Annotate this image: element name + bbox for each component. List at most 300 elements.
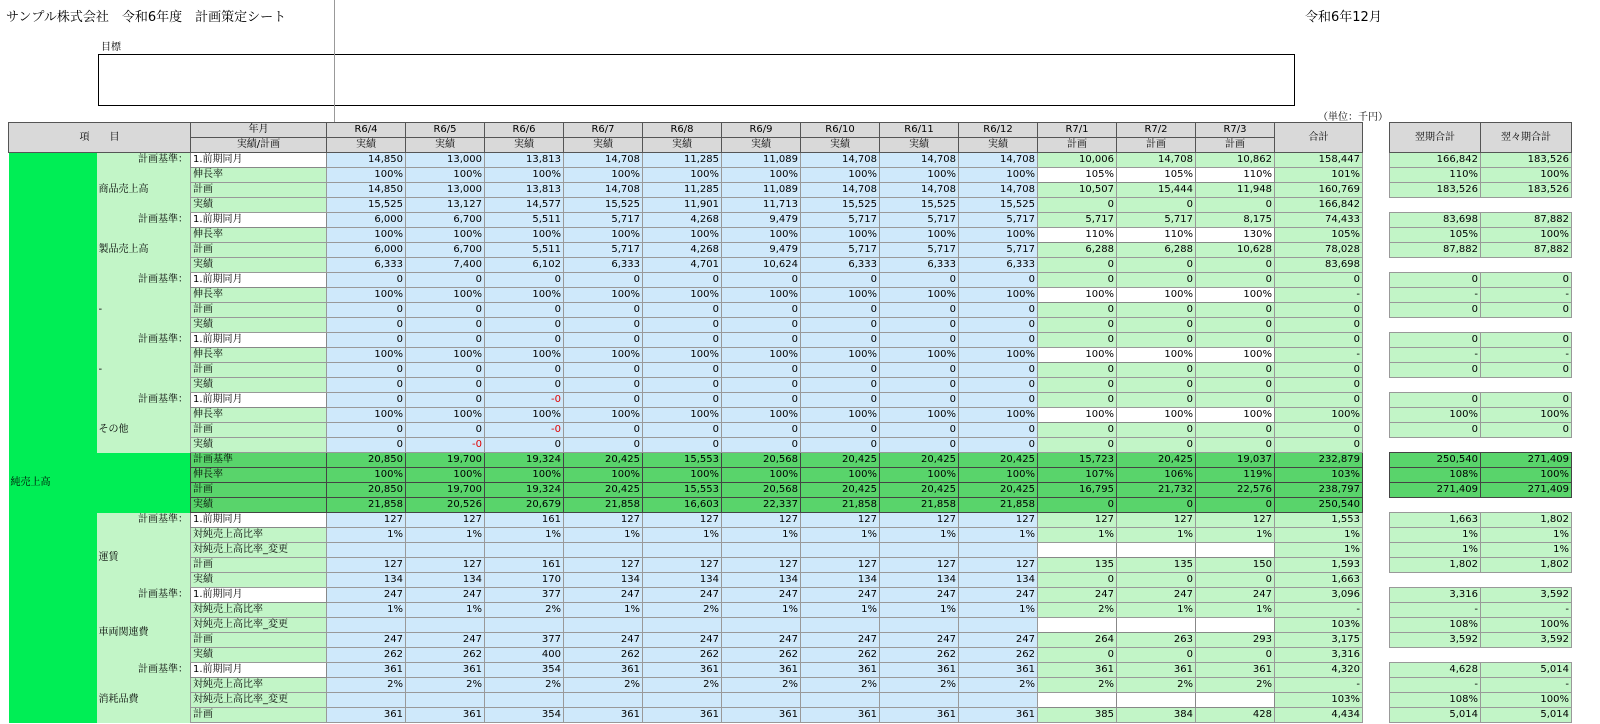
value-cell[interactable]: 0 — [564, 438, 643, 453]
value-cell[interactable]: 1,663 — [1275, 573, 1363, 588]
value-cell[interactable] — [485, 543, 564, 558]
value-cell[interactable]: 100% — [880, 408, 959, 423]
value-cell[interactable]: 127 — [1117, 513, 1196, 528]
value-cell[interactable] — [1038, 543, 1117, 558]
value-cell[interactable]: 262 — [722, 648, 801, 663]
value-cell[interactable]: 100% — [801, 228, 880, 243]
value-cell[interactable]: 0 — [1275, 333, 1363, 348]
value-cell[interactable]: 100% — [1038, 348, 1117, 363]
value-cell[interactable]: 2% — [801, 678, 880, 693]
value-cell[interactable]: 100% — [327, 468, 406, 483]
value-cell[interactable]: 100% — [1038, 288, 1117, 303]
value-cell[interactable]: 135 — [1117, 558, 1196, 573]
value-cell[interactable]: 100% — [880, 168, 959, 183]
value-cell[interactable]: 0 — [880, 273, 959, 288]
value-cell[interactable]: 107% — [1038, 468, 1117, 483]
value-cell[interactable]: 0 — [327, 393, 406, 408]
value-cell[interactable]: 6,000 — [327, 213, 406, 228]
value-cell[interactable]: 10,624 — [722, 258, 801, 273]
value-cell[interactable]: 100% — [643, 348, 722, 363]
value-cell[interactable]: 127 — [959, 513, 1038, 528]
value-cell[interactable]: 100% — [959, 168, 1038, 183]
value-cell[interactable]: 134 — [801, 573, 880, 588]
value-cell[interactable]: 100% — [1481, 228, 1572, 243]
value-cell[interactable]: 105% — [1390, 228, 1481, 243]
value-cell[interactable]: 15,525 — [801, 198, 880, 213]
value-cell[interactable]: 100% — [643, 228, 722, 243]
value-cell[interactable]: 247 — [564, 588, 643, 603]
value-cell[interactable]: 127 — [959, 558, 1038, 573]
value-cell[interactable]: 14,708 — [801, 183, 880, 198]
value-cell[interactable]: 20,850 — [327, 483, 406, 498]
value-cell[interactable]: 0 — [1275, 378, 1363, 393]
value-cell[interactable]: 0 — [1038, 258, 1117, 273]
value-cell[interactable]: 0 — [959, 393, 1038, 408]
value-cell[interactable]: 377 — [485, 633, 564, 648]
value-cell[interactable]: 100% — [880, 228, 959, 243]
value-cell[interactable]: 6,000 — [327, 243, 406, 258]
value-cell[interactable]: 100% — [564, 408, 643, 423]
value-cell[interactable]: 100% — [485, 168, 564, 183]
value-cell[interactable]: 0 — [564, 273, 643, 288]
value-cell[interactable]: 0 — [1390, 423, 1481, 438]
value-cell[interactable]: 100% — [1196, 348, 1275, 363]
value-cell[interactable]: 20,850 — [327, 453, 406, 468]
value-cell[interactable]: 1% — [564, 528, 643, 543]
value-cell[interactable]: 0 — [406, 333, 485, 348]
value-cell[interactable]: 354 — [485, 663, 564, 678]
value-cell[interactable]: 130% — [1196, 228, 1275, 243]
value-cell[interactable]: 0 — [327, 333, 406, 348]
value-cell[interactable]: 2% — [1038, 603, 1117, 618]
value-cell[interactable]: 20,425 — [801, 453, 880, 468]
value-cell[interactable]: 170 — [485, 573, 564, 588]
value-cell[interactable] — [1481, 318, 1572, 333]
value-cell[interactable]: 0 — [1117, 648, 1196, 663]
value-cell[interactable]: 0 — [801, 318, 880, 333]
value-cell[interactable]: 15,525 — [327, 198, 406, 213]
value-cell[interactable]: 100% — [959, 288, 1038, 303]
value-cell[interactable]: 100% — [801, 468, 880, 483]
value-cell[interactable]: 0 — [1038, 363, 1117, 378]
value-cell[interactable]: 20,425 — [880, 453, 959, 468]
value-cell[interactable]: 293 — [1196, 633, 1275, 648]
value-cell[interactable]: 0 — [801, 333, 880, 348]
value-cell[interactable]: 5,717 — [801, 243, 880, 258]
value-cell[interactable]: 232,879 — [1275, 453, 1363, 468]
value-cell[interactable] — [1390, 258, 1481, 273]
value-cell[interactable]: 100% — [327, 348, 406, 363]
value-cell[interactable]: 2% — [327, 678, 406, 693]
header-month-cell[interactable]: R7/3 — [1196, 123, 1275, 138]
header-month-cell[interactable]: R6/10 — [801, 123, 880, 138]
value-cell[interactable]: 100% — [406, 408, 485, 423]
value-cell[interactable]: 1% — [722, 528, 801, 543]
value-cell[interactable]: 100% — [643, 408, 722, 423]
value-cell[interactable]: 1% — [1481, 543, 1572, 558]
value-cell[interactable]: 166,842 — [1390, 153, 1481, 168]
value-cell[interactable]: - — [1390, 678, 1481, 693]
value-cell[interactable]: 8,175 — [1196, 213, 1275, 228]
value-cell[interactable]: 100% — [406, 168, 485, 183]
value-cell[interactable]: 361 — [1038, 663, 1117, 678]
value-cell[interactable] — [327, 618, 406, 633]
value-cell[interactable]: 3,592 — [1481, 588, 1572, 603]
value-cell[interactable]: 100% — [1117, 408, 1196, 423]
value-cell[interactable] — [1038, 618, 1117, 633]
value-cell[interactable] — [1196, 543, 1275, 558]
value-cell[interactable]: 0 — [1481, 333, 1572, 348]
value-cell[interactable]: 4,434 — [1275, 708, 1363, 723]
value-cell[interactable]: 127 — [406, 513, 485, 528]
value-cell[interactable]: 11,089 — [722, 153, 801, 168]
value-cell[interactable]: 21,858 — [959, 498, 1038, 513]
value-cell[interactable]: 385 — [1038, 708, 1117, 723]
value-cell[interactable]: 9,479 — [722, 213, 801, 228]
value-cell[interactable]: 428 — [1196, 708, 1275, 723]
value-cell[interactable]: 247 — [327, 588, 406, 603]
value-cell[interactable]: 22,337 — [722, 498, 801, 513]
value-cell[interactable]: 0 — [1196, 333, 1275, 348]
value-cell[interactable]: 87,882 — [1481, 243, 1572, 258]
value-cell[interactable]: 361 — [643, 708, 722, 723]
value-cell[interactable]: 247 — [801, 633, 880, 648]
value-cell[interactable]: 1,593 — [1275, 558, 1363, 573]
value-cell[interactable]: 0 — [1390, 363, 1481, 378]
value-cell[interactable]: 3,592 — [1481, 633, 1572, 648]
value-cell[interactable] — [643, 543, 722, 558]
value-cell[interactable]: 0 — [485, 318, 564, 333]
value-cell[interactable]: 100% — [643, 288, 722, 303]
value-cell[interactable]: 14,850 — [327, 183, 406, 198]
value-cell[interactable]: 247 — [406, 588, 485, 603]
value-cell[interactable]: 361 — [643, 663, 722, 678]
value-cell[interactable]: 0 — [1038, 438, 1117, 453]
value-cell[interactable]: 0 — [564, 393, 643, 408]
value-cell[interactable]: 262 — [801, 648, 880, 663]
value-cell[interactable]: 0 — [801, 438, 880, 453]
value-cell[interactable] — [1196, 618, 1275, 633]
value-cell[interactable]: 6,333 — [564, 258, 643, 273]
value-cell[interactable]: - — [1390, 348, 1481, 363]
value-cell[interactable]: 100% — [1481, 618, 1572, 633]
value-cell[interactable]: 2% — [1117, 678, 1196, 693]
value-cell[interactable]: 0 — [1196, 393, 1275, 408]
value-cell[interactable]: - — [1390, 288, 1481, 303]
value-cell[interactable]: 3,175 — [1275, 633, 1363, 648]
value-cell[interactable]: 0 — [1390, 303, 1481, 318]
value-cell[interactable]: 105% — [1038, 168, 1117, 183]
header-month-cell[interactable]: R6/11 — [880, 123, 959, 138]
value-cell[interactable]: 9,479 — [722, 243, 801, 258]
value-cell[interactable]: 21,858 — [327, 498, 406, 513]
value-cell[interactable]: 11,089 — [722, 183, 801, 198]
value-cell[interactable]: 127 — [406, 558, 485, 573]
value-cell[interactable]: 354 — [485, 708, 564, 723]
value-cell[interactable] — [1117, 693, 1196, 708]
value-cell[interactable]: 0 — [801, 273, 880, 288]
value-cell[interactable]: 20,425 — [880, 483, 959, 498]
header-month-cell[interactable]: R6/12 — [959, 123, 1038, 138]
value-cell[interactable]: 0 — [1196, 198, 1275, 213]
value-cell[interactable]: 14,708 — [564, 183, 643, 198]
value-cell[interactable]: 1% — [1481, 528, 1572, 543]
value-cell[interactable]: 134 — [406, 573, 485, 588]
value-cell[interactable]: 100% — [1481, 408, 1572, 423]
value-cell[interactable]: 100% — [959, 228, 1038, 243]
value-cell[interactable]: 247 — [801, 588, 880, 603]
value-cell[interactable]: 0 — [1275, 303, 1363, 318]
value-cell[interactable] — [722, 693, 801, 708]
value-cell[interactable]: 14,708 — [880, 153, 959, 168]
value-cell[interactable]: 1% — [327, 528, 406, 543]
value-cell[interactable]: 100% — [959, 468, 1038, 483]
value-cell[interactable] — [1390, 438, 1481, 453]
value-cell[interactable]: 0 — [1038, 498, 1117, 513]
value-cell[interactable]: 0 — [1196, 423, 1275, 438]
value-cell[interactable]: 6,333 — [327, 258, 406, 273]
value-cell[interactable]: 0 — [485, 303, 564, 318]
value-cell[interactable]: 1% — [1117, 603, 1196, 618]
value-cell[interactable]: 5,014 — [1481, 663, 1572, 678]
value-cell[interactable]: 0 — [643, 438, 722, 453]
value-cell[interactable]: 0 — [1038, 198, 1117, 213]
value-cell[interactable]: 0 — [1275, 393, 1363, 408]
value-cell[interactable] — [564, 618, 643, 633]
value-cell[interactable] — [485, 693, 564, 708]
value-cell[interactable]: 0 — [1196, 258, 1275, 273]
value-cell[interactable]: 0 — [1390, 393, 1481, 408]
value-cell[interactable]: - — [1390, 603, 1481, 618]
value-cell[interactable] — [1481, 438, 1572, 453]
value-cell[interactable]: 108% — [1390, 693, 1481, 708]
value-cell[interactable]: 0 — [1196, 438, 1275, 453]
value-cell[interactable]: 100% — [564, 348, 643, 363]
value-cell[interactable]: 247 — [643, 588, 722, 603]
value-cell[interactable]: 134 — [327, 573, 406, 588]
value-cell[interactable] — [1038, 693, 1117, 708]
value-cell[interactable]: 263 — [1117, 633, 1196, 648]
value-cell[interactable]: 0 — [1038, 648, 1117, 663]
value-cell[interactable]: 6,102 — [485, 258, 564, 273]
value-cell[interactable]: 1% — [1117, 528, 1196, 543]
value-cell[interactable]: 100% — [959, 348, 1038, 363]
value-cell[interactable]: 127 — [564, 558, 643, 573]
value-cell[interactable] — [406, 693, 485, 708]
value-cell[interactable]: 0 — [959, 273, 1038, 288]
value-cell[interactable]: 100% — [801, 348, 880, 363]
value-cell[interactable]: 0 — [1275, 438, 1363, 453]
value-cell[interactable]: 0 — [643, 378, 722, 393]
value-cell[interactable]: 22,576 — [1196, 483, 1275, 498]
value-cell[interactable]: 100% — [485, 288, 564, 303]
value-cell[interactable]: - — [1275, 348, 1363, 363]
value-cell[interactable]: 0 — [722, 333, 801, 348]
value-cell[interactable]: 100% — [327, 168, 406, 183]
value-cell[interactable]: 14,708 — [959, 153, 1038, 168]
value-cell[interactable]: 1,553 — [1275, 513, 1363, 528]
value-cell[interactable]: 262 — [406, 648, 485, 663]
value-cell[interactable]: 127 — [327, 513, 406, 528]
value-cell[interactable]: 100% — [406, 288, 485, 303]
value-cell[interactable]: 100% — [406, 348, 485, 363]
value-cell[interactable]: 0 — [1481, 363, 1572, 378]
value-cell[interactable]: 11,713 — [722, 198, 801, 213]
value-cell[interactable]: 361 — [406, 663, 485, 678]
value-cell[interactable]: 0 — [722, 303, 801, 318]
value-cell[interactable]: 271,409 — [1481, 483, 1572, 498]
value-cell[interactable]: 0 — [564, 363, 643, 378]
value-cell[interactable]: 183,526 — [1390, 183, 1481, 198]
value-cell[interactable]: 150 — [1196, 558, 1275, 573]
value-cell[interactable]: 4,320 — [1275, 663, 1363, 678]
value-cell[interactable]: 247 — [722, 588, 801, 603]
value-cell[interactable]: 5,511 — [485, 243, 564, 258]
value-cell[interactable]: 361 — [880, 663, 959, 678]
value-cell[interactable]: 0 — [1117, 318, 1196, 333]
value-cell[interactable]: 19,700 — [406, 483, 485, 498]
value-cell[interactable]: 0 — [564, 318, 643, 333]
value-cell[interactable]: 15,525 — [880, 198, 959, 213]
value-cell[interactable]: 0 — [801, 423, 880, 438]
value-cell[interactable]: 161 — [485, 558, 564, 573]
value-cell[interactable]: 250,540 — [1390, 453, 1481, 468]
value-cell[interactable]: 0 — [406, 303, 485, 318]
value-cell[interactable]: 0 — [1117, 303, 1196, 318]
value-cell[interactable]: 4,268 — [643, 213, 722, 228]
row-label[interactable]: 1.前期同月 — [191, 663, 327, 678]
value-cell[interactable]: 14,850 — [327, 153, 406, 168]
value-cell[interactable]: 83,698 — [1390, 213, 1481, 228]
value-cell[interactable]: 238,797 — [1275, 483, 1363, 498]
value-cell[interactable]: 127 — [801, 558, 880, 573]
value-cell[interactable]: 1% — [1390, 543, 1481, 558]
value-cell[interactable]: 0 — [1275, 273, 1363, 288]
value-cell[interactable]: 110% — [1196, 168, 1275, 183]
value-cell[interactable]: 11,285 — [643, 183, 722, 198]
value-cell[interactable] — [1481, 378, 1572, 393]
value-cell[interactable]: 0 — [880, 378, 959, 393]
value-cell[interactable]: 11,948 — [1196, 183, 1275, 198]
value-cell[interactable] — [485, 618, 564, 633]
value-cell[interactable]: 0 — [1038, 393, 1117, 408]
value-cell[interactable]: 4,268 — [643, 243, 722, 258]
value-cell[interactable]: 2% — [880, 678, 959, 693]
value-cell[interactable]: - — [1481, 603, 1572, 618]
value-cell[interactable]: 0 — [880, 318, 959, 333]
value-cell[interactable]: 0 — [327, 303, 406, 318]
value-cell[interactable]: 0 — [564, 303, 643, 318]
value-cell[interactable]: 0 — [1117, 438, 1196, 453]
value-cell[interactable]: 361 — [722, 663, 801, 678]
value-cell[interactable]: 6,333 — [880, 258, 959, 273]
value-cell[interactable]: 262 — [880, 648, 959, 663]
value-cell[interactable]: 13,813 — [485, 183, 564, 198]
value-cell[interactable] — [959, 543, 1038, 558]
value-cell[interactable]: 384 — [1117, 708, 1196, 723]
value-cell[interactable]: 0 — [801, 303, 880, 318]
value-cell[interactable]: 1% — [1196, 528, 1275, 543]
header-month-cell[interactable]: R6/5 — [406, 123, 485, 138]
value-cell[interactable]: 6,700 — [406, 243, 485, 258]
value-cell[interactable]: 100% — [1481, 693, 1572, 708]
value-cell[interactable]: 14,708 — [1117, 153, 1196, 168]
value-cell[interactable]: 20,425 — [564, 483, 643, 498]
value-cell[interactable]: 13,000 — [406, 183, 485, 198]
value-cell[interactable]: 100% — [722, 168, 801, 183]
value-cell[interactable]: 5,717 — [880, 243, 959, 258]
value-cell[interactable]: 361 — [1196, 663, 1275, 678]
row-label[interactable]: 1.前期同月 — [191, 273, 327, 288]
value-cell[interactable] — [880, 618, 959, 633]
value-cell[interactable]: 247 — [327, 633, 406, 648]
value-cell[interactable]: 0 — [485, 333, 564, 348]
value-cell[interactable]: 108% — [1390, 468, 1481, 483]
value-cell[interactable]: 127 — [1196, 513, 1275, 528]
row-label[interactable]: 1.前期同月 — [191, 513, 327, 528]
value-cell[interactable] — [1390, 318, 1481, 333]
value-cell[interactable]: 1% — [406, 603, 485, 618]
value-cell[interactable]: 103% — [1275, 468, 1363, 483]
value-cell[interactable]: 11,901 — [643, 198, 722, 213]
value-cell[interactable]: 158,447 — [1275, 153, 1363, 168]
value-cell[interactable]: 0 — [1117, 363, 1196, 378]
value-cell[interactable]: 101% — [1275, 168, 1363, 183]
value-cell[interactable]: 100% — [564, 468, 643, 483]
value-cell[interactable]: 0 — [485, 363, 564, 378]
value-cell[interactable]: 5,511 — [485, 213, 564, 228]
value-cell[interactable]: 2% — [485, 678, 564, 693]
value-cell[interactable]: 0 — [564, 423, 643, 438]
value-cell[interactable]: 1,802 — [1481, 513, 1572, 528]
value-cell[interactable]: 20,425 — [959, 483, 1038, 498]
value-cell[interactable]: 1,802 — [1481, 558, 1572, 573]
value-cell[interactable]: 5,014 — [1390, 708, 1481, 723]
value-cell[interactable]: 361 — [406, 708, 485, 723]
value-cell[interactable]: 14,708 — [801, 153, 880, 168]
value-cell[interactable] — [327, 693, 406, 708]
value-cell[interactable] — [880, 693, 959, 708]
value-cell[interactable]: 14,708 — [959, 183, 1038, 198]
value-cell[interactable]: 2% — [722, 678, 801, 693]
value-cell[interactable] — [1481, 198, 1572, 213]
value-cell[interactable]: 134 — [722, 573, 801, 588]
value-cell[interactable]: 100% — [880, 348, 959, 363]
value-cell[interactable]: 361 — [801, 708, 880, 723]
value-cell[interactable]: 0 — [1275, 423, 1363, 438]
value-cell[interactable]: 21,858 — [564, 498, 643, 513]
value-cell[interactable]: 0 — [643, 363, 722, 378]
value-cell[interactable]: 0 — [801, 378, 880, 393]
value-cell[interactable]: 87,882 — [1481, 213, 1572, 228]
value-cell[interactable]: - — [1481, 288, 1572, 303]
value-cell[interactable]: 361 — [880, 708, 959, 723]
value-cell[interactable]: 16,603 — [643, 498, 722, 513]
value-cell[interactable]: 361 — [564, 663, 643, 678]
value-cell[interactable]: 135 — [1038, 558, 1117, 573]
value-cell[interactable]: 0 — [1481, 423, 1572, 438]
value-cell[interactable]: 100% — [1481, 168, 1572, 183]
value-cell[interactable]: 1% — [722, 603, 801, 618]
value-cell[interactable]: 100% — [327, 288, 406, 303]
value-cell[interactable]: 5,014 — [1481, 708, 1572, 723]
value-cell[interactable]: 100% — [1196, 288, 1275, 303]
value-cell[interactable] — [880, 543, 959, 558]
value-cell[interactable]: 119% — [1196, 468, 1275, 483]
value-cell[interactable]: 1% — [1390, 528, 1481, 543]
value-cell[interactable]: 15,444 — [1117, 183, 1196, 198]
value-cell[interactable]: 103% — [1275, 693, 1363, 708]
